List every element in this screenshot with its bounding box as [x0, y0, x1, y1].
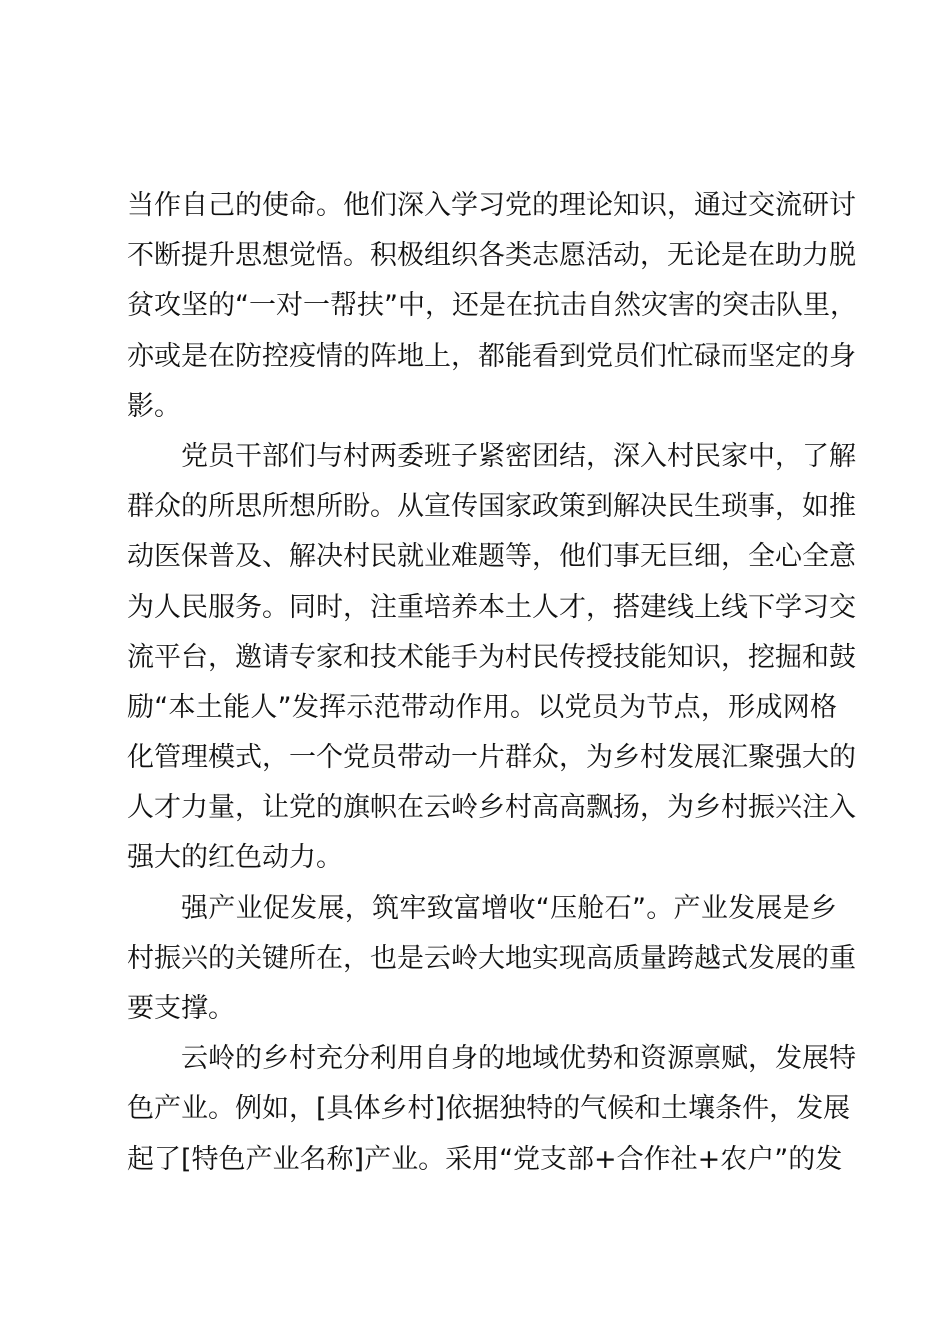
text-line: 强大的红色动力。 [127, 842, 343, 874]
document-body [127, 181, 857, 1185]
text-line: 励“本土能人”发挥示范带动作用。以党员为节点，形成网格 [127, 691, 837, 723]
text-line: 流平台，邀请专家和技术能手为村民传授技能知识，挖掘和鼓 [127, 641, 856, 673]
text-line: 党员干部们与村两委班子紧密团结，深入村民家中，了解 [181, 440, 856, 472]
text-line: 为人民服务。同时，注重培养本土人才，搭建线上线下学习交 [127, 591, 856, 623]
paragraph-4 [127, 1034, 856, 1185]
text-line: 化管理模式，一个党员带动一片群众，为乡村发展汇聚强大的 [127, 742, 856, 774]
text-line: 色产业。例如，[具体乡村]依据独特的气候和土壤条件，发展 [127, 1093, 851, 1125]
text-line: 群众的所思所想所盼。从宣传国家政策到解决民生琐事，如推 [127, 491, 856, 523]
text-line: 动医保普及、解决村民就业难题等，他们事无巨细，全心全意 [127, 541, 856, 573]
paragraph-3 [127, 884, 856, 1035]
text-line: 起了[特色产业名称]产业。采用“党支部+合作社+农户”的发 [127, 1143, 843, 1175]
text-line: 云岭的乡村充分利用自身的地域优势和资源禀赋，发展特 [181, 1043, 856, 1075]
text-line: 人才力量，让党的旗帜在云岭乡村高高飘扬，为乡村振兴注入 [127, 792, 856, 824]
paragraph-1 [127, 181, 857, 432]
text-line: 影。 [127, 390, 181, 422]
text-line: 要支撑。 [127, 993, 235, 1024]
text-line: 强产业促发展，筑牢致富增收“压舱石”。产业发展是乡 [181, 892, 837, 924]
text-line: 贫攻坚的“一对一帮扶”中，还是在抗击自然灾害的突击队里， [127, 290, 857, 322]
text-line: 不断提升思想觉悟。积极组织各类志愿活动，无论是在助力脱 [127, 240, 856, 272]
text-line: 当作自己的使命。他们深入学习党的理论知识，通过交流研讨 [127, 190, 856, 221]
text-line: 村振兴的关键所在，也是云岭大地实现高质量跨越式发展的重 [127, 942, 856, 974]
text-line: 亦或是在防控疫情的阵地上，都能看到党员们忙碌而坚定的身 [127, 340, 856, 372]
paragraph-2 [127, 432, 856, 884]
